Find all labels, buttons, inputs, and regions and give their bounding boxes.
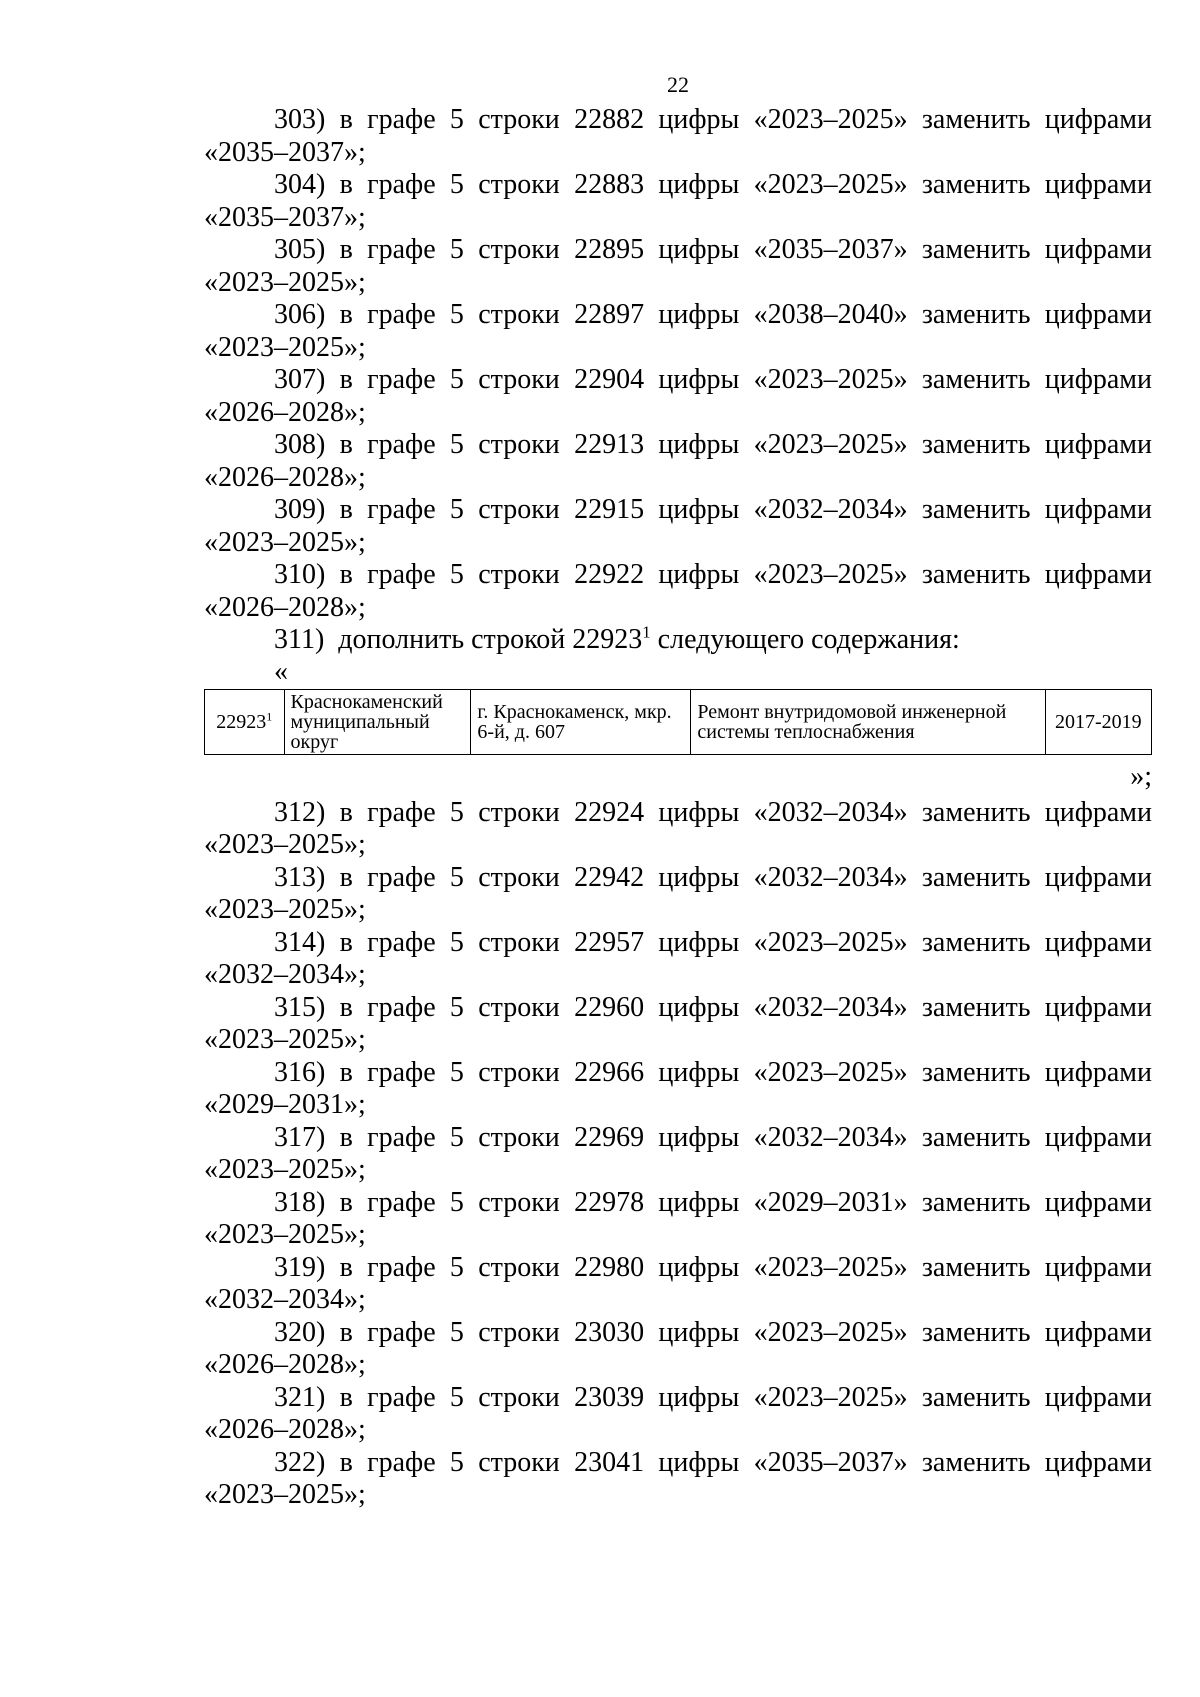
cell-row-number: 22923$^1$ (205, 689, 285, 754)
amendment-item (204, 494, 1152, 559)
item-text: в графе 5 строки 22980 цифры «2023–2025» заменить цифрами (339, 1251, 1153, 1283)
amendment-item (204, 992, 1152, 1057)
item-text: в графе 5 строки 22895 цифры «2035–2037» заменить цифрами (339, 234, 1153, 265)
cell-municipality: Краснокаменский муниципальный округ (284, 689, 471, 754)
amendment-list-before (204, 104, 1152, 624)
item-continuation: «2026–2028»; (204, 1349, 366, 1380)
amendment-item (204, 1252, 1152, 1317)
item-text: в графе 5 строки 22924 цифры «2032–2034» заменить цифрами (339, 796, 1153, 828)
item-text: в графе 5 строки 22897 цифры «2038–2040» заменить цифрами (339, 299, 1153, 330)
item-continuation: «2023–2025»; (204, 894, 366, 925)
opening-quote: « (274, 655, 288, 687)
item-label: 303) (274, 104, 326, 135)
amendment-list-after (204, 797, 1152, 1512)
item-text: в графе 5 строки 22966 цифры «2023–2025» заменить цифрами (339, 1056, 1153, 1088)
item-text: в графе 5 строки 22969 цифры «2032–2034» заменить цифрами (339, 1121, 1153, 1153)
item-continuation: «2026–2028»; (204, 396, 366, 428)
item-text: в графе 5 строки 22922 цифры «2023–2025» заменить цифрами (339, 559, 1153, 590)
item-label: 312) (274, 796, 326, 828)
item-text: в графе 5 строки 22883 цифры «2023–2025» заменить цифрами (339, 169, 1153, 200)
amendment-item (204, 234, 1152, 299)
amendment-item (204, 1317, 1152, 1382)
superscript: 1 (642, 622, 651, 642)
item-label: 308) (274, 429, 326, 460)
amendment-item (204, 104, 1152, 169)
item-continuation: «2029–2031»; (204, 1089, 366, 1120)
item-label: 316) (274, 1056, 326, 1088)
cell-work-type: Ремонт внутридомовой инженерной системы теплоснабжения (691, 689, 1045, 754)
item-continuation: «2023–2025»; (204, 1219, 366, 1250)
amendment-item (204, 1057, 1152, 1122)
item-label: 314) (274, 926, 326, 958)
item-text: в графе 5 строки 22942 цифры «2032–2034» заменить цифрами (339, 861, 1153, 893)
amendment-item (204, 364, 1152, 429)
table-row (205, 689, 1152, 754)
item-text: в графе 5 строки 22882 цифры «2023–2025» заменить цифрами (339, 104, 1153, 135)
item-label: 311) (274, 624, 325, 655)
amendment-item (204, 559, 1152, 624)
document-body (204, 104, 1152, 1512)
item-text: в графе 5 строки 22913 цифры «2023–2025» заменить цифрами (339, 429, 1153, 460)
item-continuation: «2023–2025»; (204, 1024, 366, 1055)
amendment-item (204, 1382, 1152, 1447)
item-text: в графе 5 строки 22978 цифры «2029–2031» заменить цифрами (339, 1186, 1153, 1218)
cell-years: 2017-2019 (1045, 689, 1151, 754)
amendment-item (204, 169, 1152, 234)
item-label: 313) (274, 861, 326, 893)
item-text: в графе 5 строки 22904 цифры «2023–2025» заменить цифрами (339, 364, 1153, 395)
item-label: 322) (274, 1446, 326, 1478)
item-label: 305) (274, 234, 326, 265)
amendment-item (204, 1122, 1152, 1187)
amendment-item (204, 299, 1152, 364)
closing-quote: »; (1130, 760, 1152, 792)
item-label: 318) (274, 1186, 326, 1218)
item-text: в графе 5 строки 22960 цифры «2032–2034» заменить цифрами (339, 991, 1153, 1023)
item-text: в графе 5 строки 23030 цифры «2023–2025» заменить цифрами (339, 1316, 1153, 1348)
amendment-item (204, 927, 1152, 992)
item-label: 304) (274, 169, 326, 200)
inserted-row-table-wrap (204, 689, 1152, 755)
item-continuation: «2032–2034»; (204, 1284, 366, 1315)
item-continuation: «2026–2028»; (204, 591, 366, 623)
amendment-item (204, 1187, 1152, 1252)
item-continuation: «2023–2025»; (204, 1479, 366, 1510)
item-continuation: «2023–2025»; (204, 829, 366, 860)
item-label: 309) (274, 494, 326, 525)
item-label: 319) (274, 1251, 326, 1283)
item-continuation: «2032–2034»; (204, 959, 366, 990)
item-text: в графе 5 строки 22915 цифры «2032–2034» заменить цифрами (339, 494, 1153, 525)
item-label: 307) (274, 364, 326, 395)
item-label: 306) (274, 299, 326, 330)
item-continuation: «2026–2028»; (204, 1414, 366, 1445)
item-continuation: «2035–2037»; (204, 201, 366, 233)
amendment-item-311 (204, 624, 1152, 657)
item-label: 317) (274, 1121, 326, 1153)
item-continuation: «2023–2025»; (204, 1154, 366, 1185)
item-text-after: следующего содержания: (650, 624, 960, 655)
item-continuation: «2023–2025»; (204, 526, 366, 558)
inserted-row-table (204, 689, 1152, 755)
item-text: в графе 5 строки 23041 цифры «2035–2037» заменить цифрами (339, 1446, 1153, 1478)
item-text: дополнить строкой 22923 (338, 624, 643, 655)
item-continuation: «2023–2025»; (204, 266, 366, 298)
item-continuation: «2026–2028»; (204, 461, 366, 493)
page-number: 22 (667, 72, 689, 97)
amendment-item (204, 797, 1152, 862)
amendment-item (204, 1447, 1152, 1512)
item-continuation: «2035–2037»; (204, 136, 366, 168)
item-label: 310) (274, 559, 326, 590)
item-label: 321) (274, 1381, 326, 1413)
item-continuation: «2023–2025»; (204, 331, 366, 363)
item-text: в графе 5 строки 22957 цифры «2023–2025» заменить цифрами (339, 926, 1153, 958)
cell-address: г. Краснокаменск, мкр. 6-й, д. 607 (471, 689, 691, 754)
item-text: в графе 5 строки 23039 цифры «2023–2025» заменить цифрами (339, 1381, 1153, 1413)
item-label: 315) (274, 991, 326, 1023)
item-label: 320) (274, 1316, 326, 1348)
amendment-item (204, 429, 1152, 494)
amendment-item (204, 862, 1152, 927)
